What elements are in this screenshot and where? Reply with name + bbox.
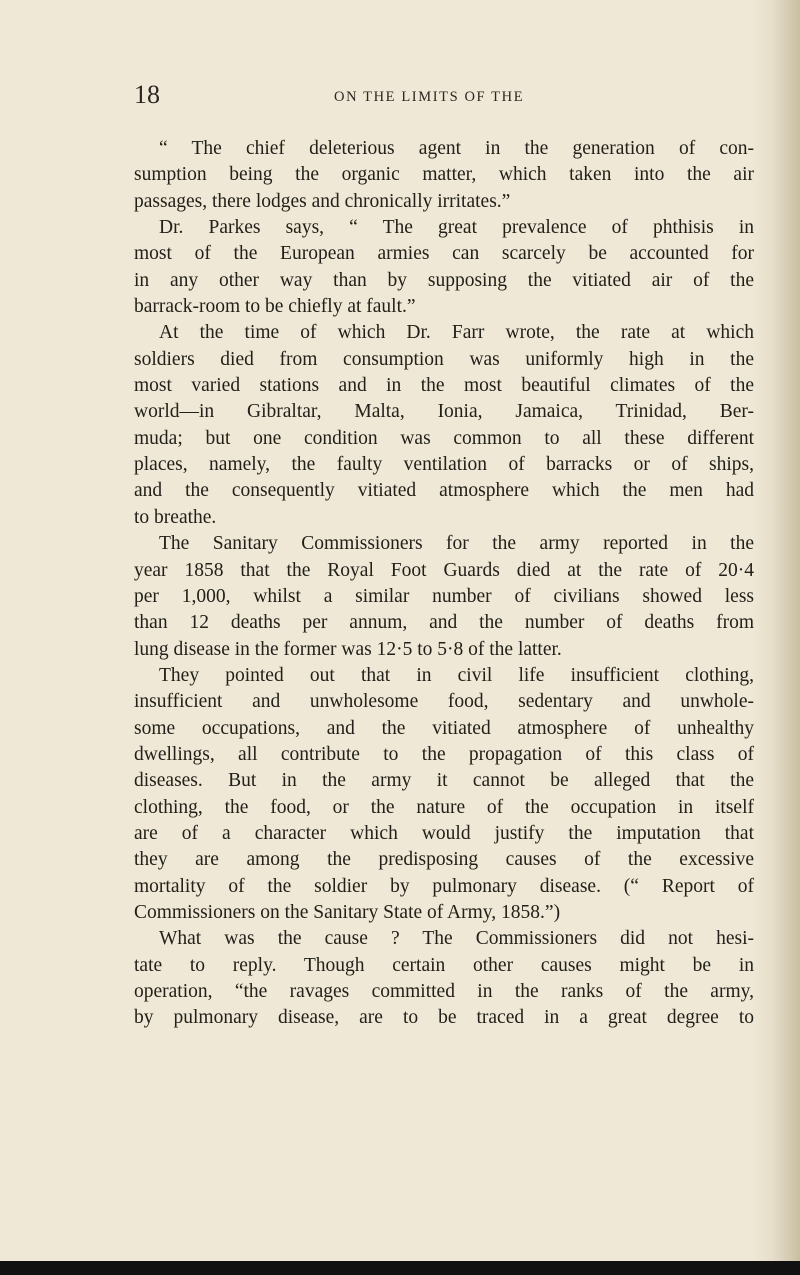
text-line: muda; but one condition was common to all these different [134,427,754,449]
text-line: lung disease in the former was 12·5 to 5·8 of the latter. [134,638,562,660]
text-line: mortality of the soldier by pulmonary disease. (“ Report of [134,875,754,897]
text-line: The Sanitary Commissioners for the army reported in the [159,533,754,555]
text-line: Commissioners on the Sanitary State of Army, 1858.”) [134,901,561,923]
text-line: are of a character which would justify the imputation that [134,822,754,844]
text-line: per 1,000, whilst a similar number of civilians showed less [134,585,754,607]
text-line: places, namely, the faulty ventilation of barracks or of ships, [134,454,754,476]
text-line: What was the cause ? The Commissioners did not hesi- [159,928,754,950]
text-line: some occupations, and the vitiated atmosphere of unhealthy [134,717,754,739]
text-line: They pointed out that in civil life insufficient clothing, [159,664,754,686]
scan-border [0,1261,800,1275]
text-line: At the time of which Dr. Farr wrote, the rate at which [159,322,754,344]
body-text [134,136,754,1032]
text-line: to breathe. [134,506,217,528]
text-line: most varied stations and in the most beautiful climates of the [134,375,754,397]
page-edge-shadow [752,0,800,1275]
text-line: tate to reply. Though certain other causes might be in [134,954,754,976]
text-line: operation, “the ravages committed in the ranks of the army, [134,981,754,1002]
text-line: than 12 deaths per annum, and the number of deaths from [134,612,754,634]
running-title: ON THE LIMITS OF THE [334,89,525,105]
text-line: clothing, the food, or the nature of the occupation in itself [134,796,754,818]
page-number: 18 [134,80,160,109]
text-line: “ The chief deleterious agent in the generation of con- [159,138,754,159]
text-line: dwellings, all contribute to the propagation of this class of [134,743,754,765]
text-line: world—in Gibraltar, Malta, Ionia, Jamaica, Trinidad, Ber- [134,401,754,423]
text-line: in any other way than by supposing the vitiated air of the [134,269,754,291]
text-line: insufficient and unwholesome food, sedentary and unwhole- [134,691,754,713]
text-line: by pulmonary disease, are to be traced in a great degree to [134,1007,754,1029]
text-line: Dr. Parkes says, “ The great prevalence of phthisis in [159,217,754,239]
text-line: most of the European armies can scarcely be accounted for [134,243,754,265]
text-line: they are among the predisposing causes of the excessive [134,849,754,871]
text-line: and the consequently vitiated atmosphere which the men had [134,480,754,502]
text-line: passages, there lodges and chronically irritates.” [134,190,511,212]
text-line: soldiers died from consumption was uniformly high in the [134,348,754,370]
text-line: sumption being the organic matter, which taken into the air [134,164,754,186]
running-head [134,80,754,116]
text-line: barrack-room to be chiefly at fault.” [134,296,416,318]
text-line: diseases. But in the army it cannot be alleged that the [134,770,754,792]
text-line: year 1858 that the Royal Foot Guards died at the rate of 20·4 [134,559,754,581]
